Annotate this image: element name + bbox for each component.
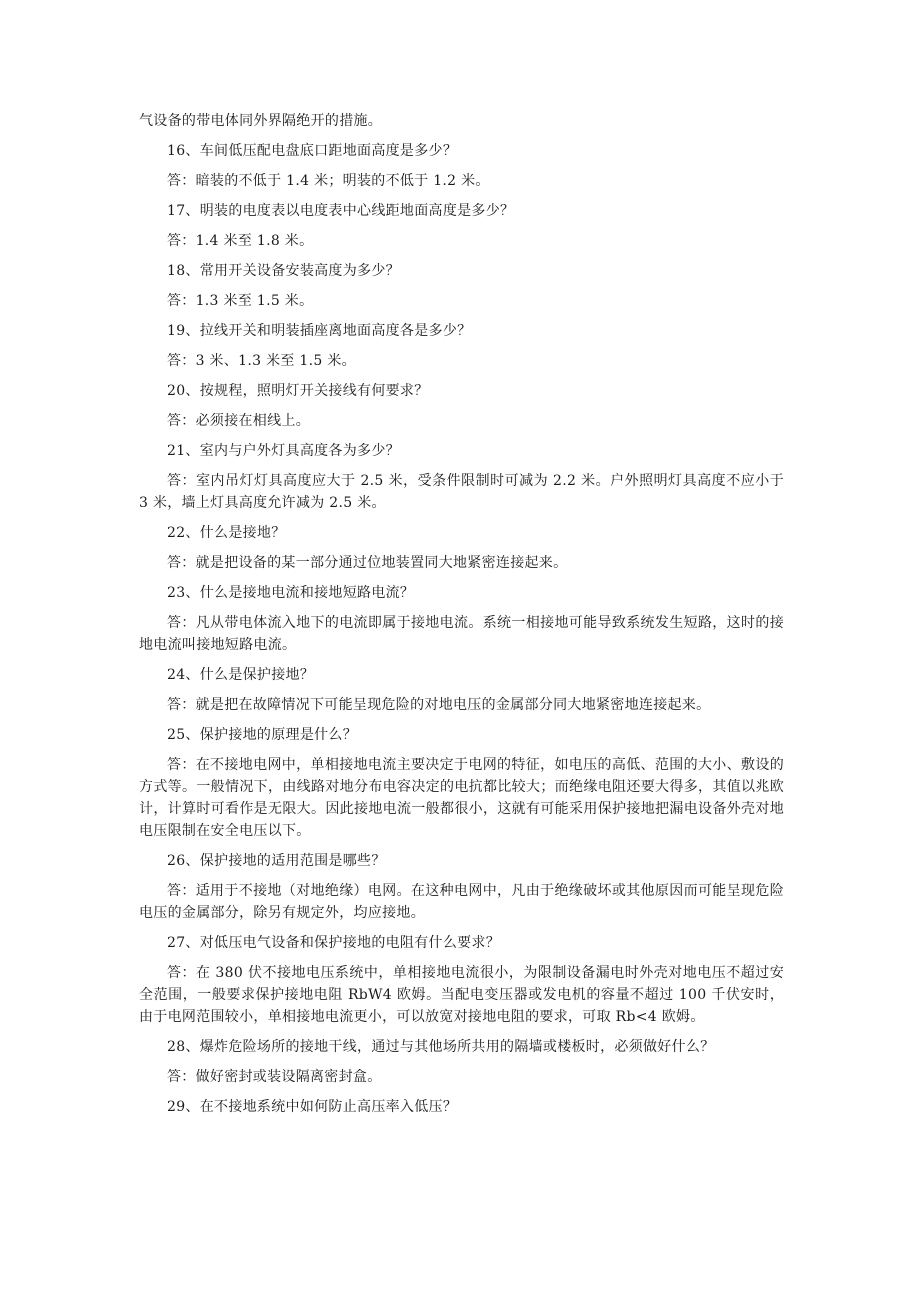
question-28: 28、爆炸危险场所的接地干线，通过与其他场所共用的隔墙或楼板时，必须做好什么？ (167, 1039, 715, 1055)
question-19: 19、拉线开关和明装插座离地面高度各是多少？ (167, 323, 472, 339)
answer-24: 答：就是把在故障情况下可能呈现危险的对地电压的金属部分同大地紧密地连接起来。 (167, 697, 711, 713)
question-26: 26、保护接地的适用范围是哪些？ (167, 853, 386, 869)
answer-21: 答：室内吊灯灯具高度应大于 2.5 米，受条件限制时可减为 2.2 米。户外照明灯具高度不应小于 3 米，墙上灯具高度允许减为 2.5 米。 (139, 473, 784, 511)
answer-25: 答：在不接地电网中，单相接地电流主要决定于电网的特征，如电压的高低、范围的大小、敷设的方式等。一般情况下，由线路对地分布电容决定的电抗都比较大；而绝缘电阻还要大得多，其值以兆欧计，计算时可看作是无限大。因此接地电流一般都很小，这就有可能采用保护接地把漏电设备外壳对地电压限制在安全电压以下。 (139, 757, 784, 839)
answer-22: 答：就是把设备的某一部分通过位地装置同大地紧密连接起来。 (167, 555, 568, 571)
answer-16: 答：暗装的不低于 1.4 米；明装的不低于 1.2 米。 (167, 173, 490, 189)
question-24: 24、什么是保护接地？ (167, 667, 315, 683)
answer-27: 答：在 380 伏不接地电压系统中，单相接地电流很小，为限制设备漏电时外壳对地电压不超过安全范围，一般要求保护接地电阻 RbW4 欧姆。当配电变压器或发电机的容量不超过 100 千伏安时，由于电网范围较小，单相接地电流更小，可以放宽对接地电阻的要求，可取 Rb<4 欧姆。 (139, 965, 784, 1025)
answer-17: 答：1.4 米至 1.8 米。 (167, 233, 314, 249)
answer-19: 答：3 米、1.3 米至 1.5 米。 (167, 353, 356, 369)
question-22: 22、什么是接地？ (167, 525, 286, 541)
question-27: 27、对低压电气设备和保护接地的电阻有什么要求？ (167, 935, 501, 951)
question-18: 18、常用开关设备安装高度为多少？ (167, 263, 400, 279)
paragraph-continuation: 气设备的带电体同外界隔绝开的措施。 (139, 113, 383, 129)
question-21: 21、室内与户外灯具高度各为多少？ (167, 443, 400, 459)
question-16: 16、车间低压配电盘底口距地面高度是多少？ (167, 143, 458, 159)
answer-18: 答：1.3 米至 1.5 米。 (167, 293, 314, 309)
answer-23: 答：凡从带电体流入地下的电流即属于接地电流。系统一相接地可能导致系统发生短路，这时的接地电流叫接地短路电流。 (139, 615, 784, 653)
document-page (139, 110, 784, 1126)
answer-20: 答：必须接在相线上。 (167, 413, 310, 429)
question-25: 25、保护接地的原理是什么？ (167, 727, 358, 743)
question-23: 23、什么是接地电流和接地短路电流？ (167, 585, 415, 601)
question-20: 20、按规程，照明灯开关接线有何要求？ (167, 383, 429, 399)
question-17: 17、明装的电度表以电度表中心线距地面高度是多少？ (167, 203, 515, 219)
question-29: 29、在不接地系统中如何防止高压率入低压？ (167, 1099, 458, 1115)
answer-26: 答：适用于不接地（对地绝缘）电网。在这种电网中，凡由于绝缘破坏或其他原因而可能呈现危险电压的金属部分，除另有规定外，均应接地。 (139, 883, 784, 921)
answer-28: 答：做好密封或装设隔离密封盒。 (167, 1069, 382, 1085)
